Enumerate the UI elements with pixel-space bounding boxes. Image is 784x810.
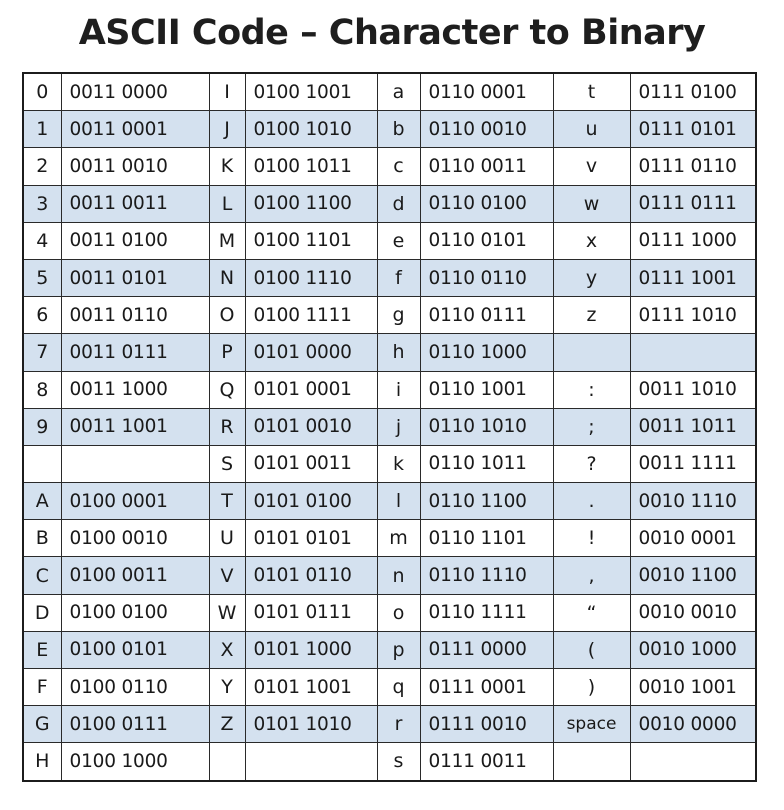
character-cell: ; <box>553 408 630 445</box>
character-cell: K <box>209 148 245 185</box>
character-cell: f <box>377 259 420 296</box>
character-cell: m <box>377 520 420 557</box>
character-cell: Q <box>209 371 245 408</box>
binary-cell: 0011 1111 <box>630 445 756 482</box>
character-cell: A <box>23 483 61 520</box>
character-cell: W <box>209 594 245 631</box>
binary-cell: 0111 0100 <box>630 73 756 111</box>
binary-cell: 0100 1010 <box>245 111 377 148</box>
character-cell: k <box>377 445 420 482</box>
character-cell: N <box>209 259 245 296</box>
character-cell: d <box>377 185 420 222</box>
binary-cell: 0110 1001 <box>420 371 553 408</box>
binary-cell: 0111 0101 <box>630 111 756 148</box>
character-cell: s <box>377 743 420 781</box>
binary-cell: 0011 0010 <box>61 148 209 185</box>
character-cell: ? <box>553 445 630 482</box>
binary-cell: 0010 0001 <box>630 520 756 557</box>
character-cell: t <box>553 73 630 111</box>
binary-cell: 0011 1011 <box>630 408 756 445</box>
binary-cell <box>61 445 209 482</box>
binary-cell: 0011 1000 <box>61 371 209 408</box>
character-cell <box>553 743 630 781</box>
binary-cell: 0110 1101 <box>420 520 553 557</box>
table-row <box>23 520 756 557</box>
character-cell: l <box>377 483 420 520</box>
character-cell: 1 <box>23 111 61 148</box>
binary-cell: 0100 1100 <box>245 185 377 222</box>
binary-cell: 0100 1111 <box>245 297 377 334</box>
binary-cell: 0110 0101 <box>420 222 553 259</box>
table-row <box>23 594 756 631</box>
binary-cell: 0011 0001 <box>61 111 209 148</box>
page-title: ASCII Code – Character to Binary <box>78 13 706 53</box>
character-cell: Y <box>209 669 245 706</box>
binary-cell: 0101 1000 <box>245 631 377 668</box>
character-cell: I <box>209 73 245 111</box>
binary-cell: 0100 1001 <box>245 73 377 111</box>
table-row <box>23 669 756 706</box>
binary-cell: 0111 0011 <box>420 743 553 781</box>
binary-cell: 0011 0011 <box>61 185 209 222</box>
table-row <box>23 222 756 259</box>
binary-cell: 0100 0111 <box>61 706 209 743</box>
binary-cell: 0011 0101 <box>61 259 209 296</box>
binary-cell: 0110 1111 <box>420 594 553 631</box>
character-cell: F <box>23 669 61 706</box>
binary-cell: 0101 1001 <box>245 669 377 706</box>
table-row <box>23 111 756 148</box>
character-cell: v <box>553 148 630 185</box>
binary-cell: 0100 0110 <box>61 669 209 706</box>
binary-cell: 0100 1000 <box>61 743 209 781</box>
character-cell: n <box>377 557 420 594</box>
binary-cell: 0110 1011 <box>420 445 553 482</box>
character-cell: B <box>23 520 61 557</box>
character-cell: q <box>377 669 420 706</box>
binary-cell: 0101 0100 <box>245 483 377 520</box>
character-cell: ) <box>553 669 630 706</box>
character-cell: C <box>23 557 61 594</box>
binary-cell: 0111 1010 <box>630 297 756 334</box>
table-row <box>23 334 756 371</box>
binary-cell: 0100 0010 <box>61 520 209 557</box>
character-cell: y <box>553 259 630 296</box>
character-cell: O <box>209 297 245 334</box>
binary-cell: 0110 0110 <box>420 259 553 296</box>
character-cell: b <box>377 111 420 148</box>
character-cell <box>553 334 630 371</box>
character-cell: 5 <box>23 259 61 296</box>
binary-cell <box>245 743 377 781</box>
table-row <box>23 743 756 781</box>
binary-cell: 0011 0000 <box>61 73 209 111</box>
character-cell: T <box>209 483 245 520</box>
character-cell: 4 <box>23 222 61 259</box>
table-row <box>23 706 756 743</box>
binary-cell: 0110 0100 <box>420 185 553 222</box>
binary-cell: 0011 1001 <box>61 408 209 445</box>
binary-cell: 0110 1000 <box>420 334 553 371</box>
character-cell: r <box>377 706 420 743</box>
binary-cell: 0011 0100 <box>61 222 209 259</box>
character-cell: ( <box>553 631 630 668</box>
binary-cell: 0111 0111 <box>630 185 756 222</box>
binary-cell: 0111 1000 <box>630 222 756 259</box>
table-row <box>23 483 756 520</box>
binary-cell: 0011 1010 <box>630 371 756 408</box>
character-cell: M <box>209 222 245 259</box>
table-row <box>23 445 756 482</box>
binary-cell: 0100 0001 <box>61 483 209 520</box>
ascii-table <box>22 72 757 782</box>
binary-cell: 0010 1100 <box>630 557 756 594</box>
character-cell: U <box>209 520 245 557</box>
binary-cell: 0101 1010 <box>245 706 377 743</box>
character-cell: c <box>377 148 420 185</box>
binary-cell: 0110 0001 <box>420 73 553 111</box>
character-cell: R <box>209 408 245 445</box>
table-row <box>23 557 756 594</box>
table-row <box>23 297 756 334</box>
binary-cell: 0101 0001 <box>245 371 377 408</box>
character-cell: : <box>553 371 630 408</box>
character-cell <box>23 445 61 482</box>
character-cell: u <box>553 111 630 148</box>
character-cell: “ <box>553 594 630 631</box>
binary-cell: 0100 1011 <box>245 148 377 185</box>
character-cell: 8 <box>23 371 61 408</box>
binary-cell: 0110 0011 <box>420 148 553 185</box>
binary-cell: 0010 0000 <box>630 706 756 743</box>
table-row <box>23 631 756 668</box>
binary-cell: 0101 0000 <box>245 334 377 371</box>
binary-cell: 0101 0011 <box>245 445 377 482</box>
character-cell: j <box>377 408 420 445</box>
character-cell: Z <box>209 706 245 743</box>
character-cell: 6 <box>23 297 61 334</box>
character-cell: 9 <box>23 408 61 445</box>
binary-cell: 0100 1101 <box>245 222 377 259</box>
binary-cell: 0111 0110 <box>630 148 756 185</box>
character-cell <box>209 743 245 781</box>
character-cell: e <box>377 222 420 259</box>
binary-cell: 0101 0101 <box>245 520 377 557</box>
character-cell: P <box>209 334 245 371</box>
character-cell: S <box>209 445 245 482</box>
character-cell: L <box>209 185 245 222</box>
character-cell: E <box>23 631 61 668</box>
character-cell: h <box>377 334 420 371</box>
character-cell: i <box>377 371 420 408</box>
character-cell: . <box>553 483 630 520</box>
binary-cell: 0111 0001 <box>420 669 553 706</box>
binary-cell: 0100 0100 <box>61 594 209 631</box>
binary-cell: 0101 0111 <box>245 594 377 631</box>
character-cell: z <box>553 297 630 334</box>
character-cell: V <box>209 557 245 594</box>
binary-cell: 0101 0010 <box>245 408 377 445</box>
character-cell: X <box>209 631 245 668</box>
binary-cell: 0110 0111 <box>420 297 553 334</box>
table-row <box>23 148 756 185</box>
character-cell: 2 <box>23 148 61 185</box>
binary-cell <box>630 743 756 781</box>
binary-cell: 0010 1000 <box>630 631 756 668</box>
binary-cell: 0110 0010 <box>420 111 553 148</box>
binary-cell <box>630 334 756 371</box>
character-cell: , <box>553 557 630 594</box>
binary-cell: 0010 1001 <box>630 669 756 706</box>
character-cell: x <box>553 222 630 259</box>
character-cell: 0 <box>23 73 61 111</box>
binary-cell: 0100 0011 <box>61 557 209 594</box>
character-cell: g <box>377 297 420 334</box>
binary-cell: 0110 1010 <box>420 408 553 445</box>
binary-cell: 0110 1100 <box>420 483 553 520</box>
binary-cell: 0111 0010 <box>420 706 553 743</box>
character-cell: ! <box>553 520 630 557</box>
character-cell: o <box>377 594 420 631</box>
table-row <box>23 73 756 111</box>
table-row <box>23 185 756 222</box>
binary-cell: 0010 0010 <box>630 594 756 631</box>
binary-cell: 0100 1110 <box>245 259 377 296</box>
table-row <box>23 259 756 296</box>
table-row <box>23 371 756 408</box>
character-cell: G <box>23 706 61 743</box>
character-cell: D <box>23 594 61 631</box>
binary-cell: 0110 1110 <box>420 557 553 594</box>
character-cell: p <box>377 631 420 668</box>
character-cell: J <box>209 111 245 148</box>
binary-cell: 0011 0110 <box>61 297 209 334</box>
binary-cell: 0101 0110 <box>245 557 377 594</box>
character-cell: 7 <box>23 334 61 371</box>
character-cell: 3 <box>23 185 61 222</box>
binary-cell: 0011 0111 <box>61 334 209 371</box>
character-cell: a <box>377 73 420 111</box>
character-cell: H <box>23 743 61 781</box>
binary-cell: 0100 0101 <box>61 631 209 668</box>
binary-cell: 0010 1110 <box>630 483 756 520</box>
table-row <box>23 408 756 445</box>
character-cell: space <box>553 706 630 743</box>
binary-cell: 0111 1001 <box>630 259 756 296</box>
character-cell: w <box>553 185 630 222</box>
binary-cell: 0111 0000 <box>420 631 553 668</box>
